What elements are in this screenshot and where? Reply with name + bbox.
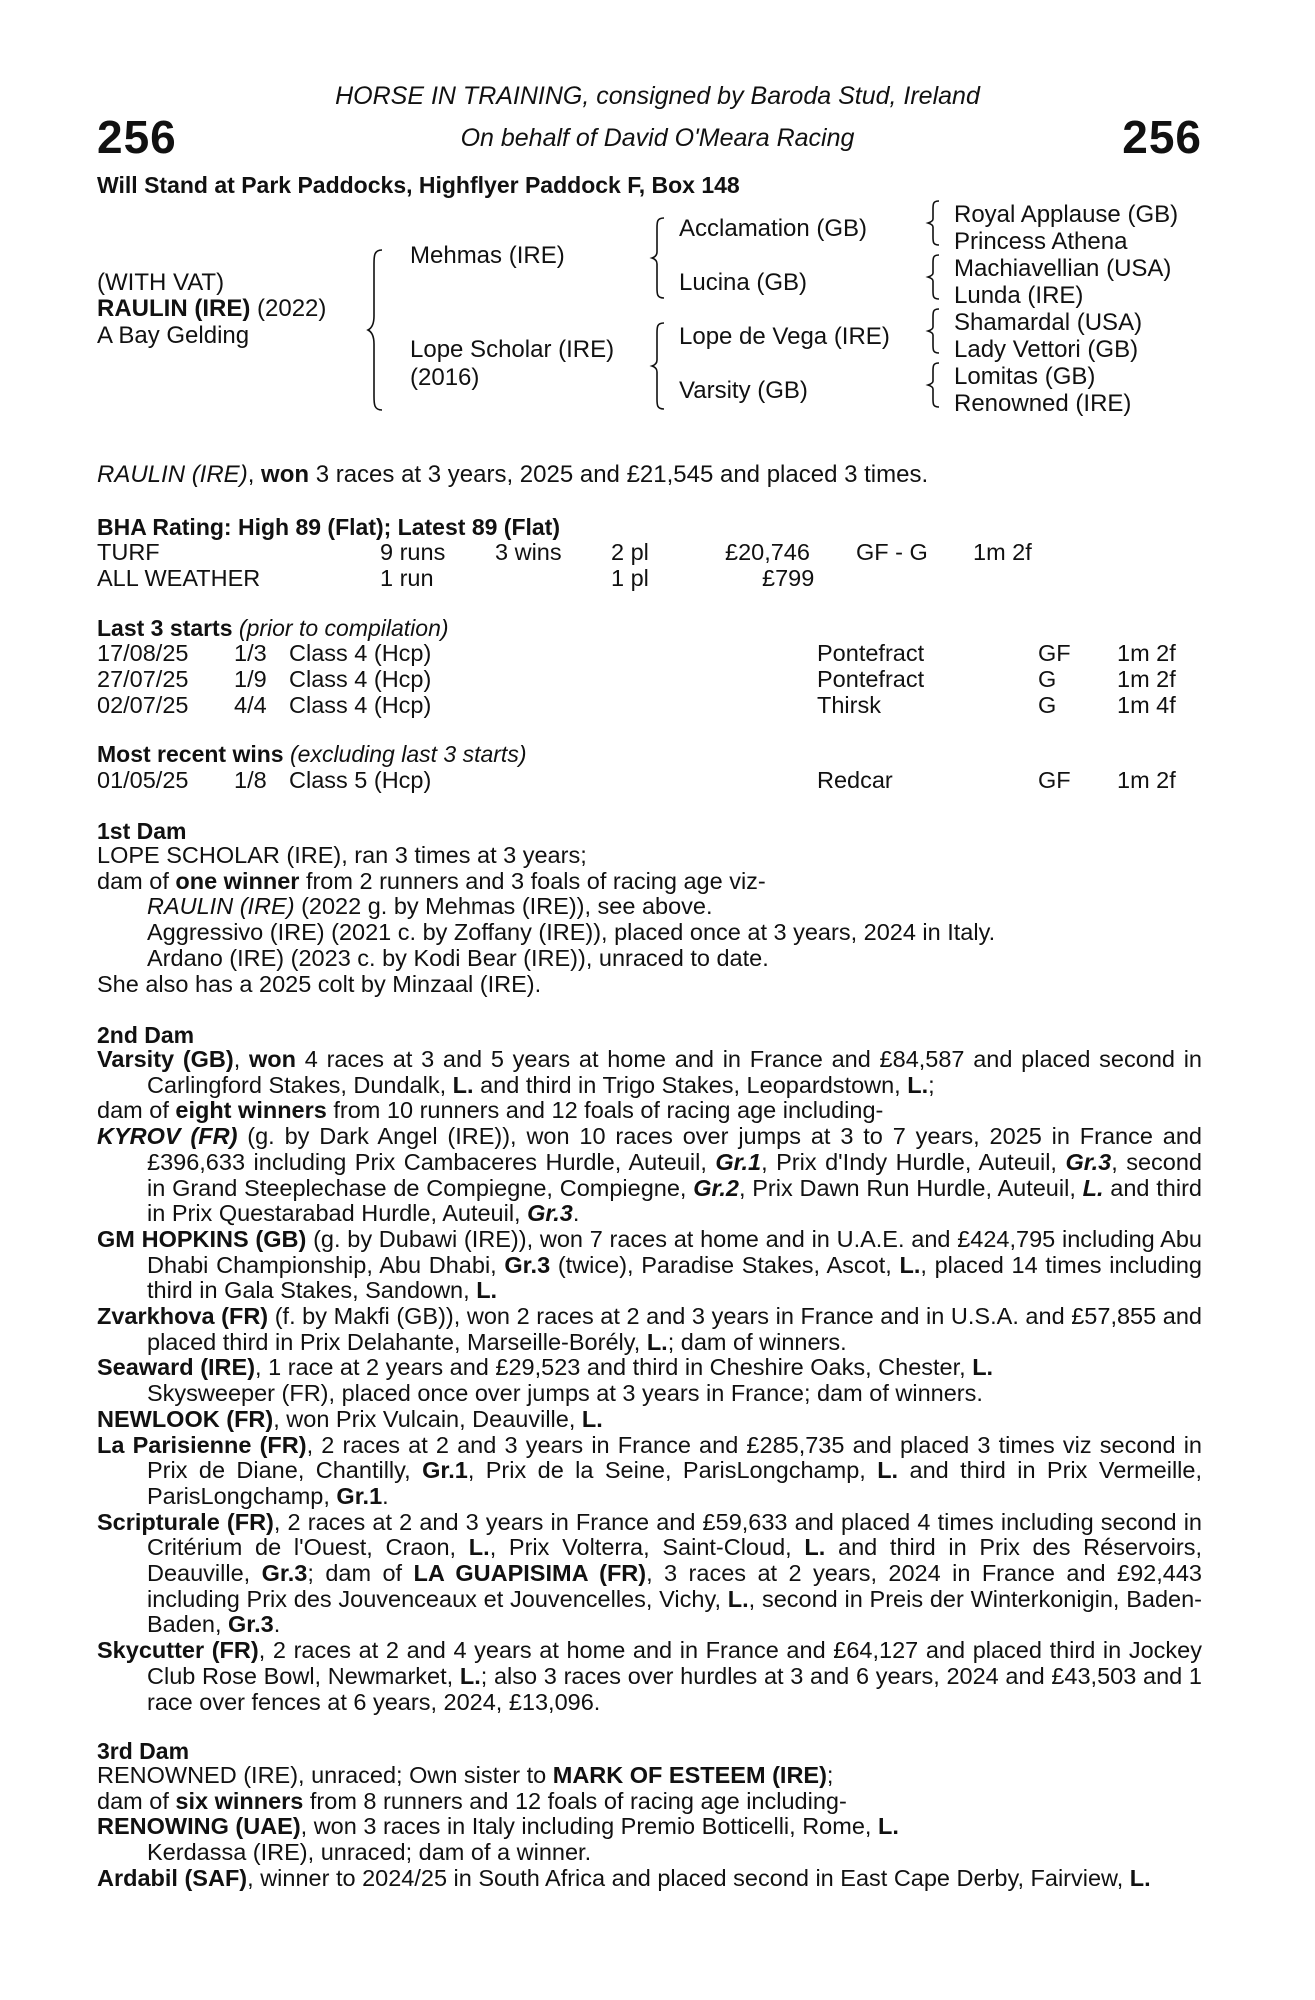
great-grandparent-3: Machiavellian (USA) [954,255,1172,282]
dam: Lope Scholar (IRE) [410,336,615,363]
dam2-skysweeper: Skysweeper (FR), placed once over jumps at 3 years in France; dam of winners. [147,1380,983,1407]
race-summary: RAULIN (IRE), won 3 races at 3 years, 2025 and £21,545 and placed 3 times. [97,461,929,488]
dam2-scripturale: Scripturale (FR), 2 races at 2 and 3 years in France and £59,633 and placed 4 times including second in Critérium de l'Ouest, Craon, L., Prix Volterra, Saint-Cloud, L. and third in Prix des Réservoirs, Deauville, Gr.3; dam of LA GUAPISIMA (FR), 3 races at 2 years, 2024 in France and £92,443 including Prix des Jouvenceaux et Jouvencelles, Vichy, L., second in Preis der Winterkonigin, Baden-Baden, Gr.3. [97,1508,1203,1638]
dam3-section: RENOWNED (IRE), unraced; Own sister to MARK OF ESTEEM (IRE); dam of six winners from 8 runners and 12 foals of racing age including- RENOWING (UAE), won 3 races in Italy including Premio Botticelli, Rome, L. Kerdassa (IRE), unraced; dam of a winner. Ardabil (SAF), winner to 2024/25 in South Africa and placed second in East Cape Derby, Fairview, L. [97,1763,1202,1892]
brace-gs1 [928,201,942,245]
lot-number-right: 256 [1122,111,1202,163]
dam2-newlook: NEWLOOK (FR), won Prix Vulcain, Deauville, L. [97,1405,603,1432]
stand-location: Will Stand at Park Paddocks, Highflyer Paddock F, Box 148 [97,172,740,198]
header-behalf: On behalf of David O'Meara Racing [460,124,855,152]
grandparent-1: Acclamation (GB) [679,215,868,242]
great-grandparent-1: Royal Applause (GB) [954,201,1179,228]
last3-title: Last 3 starts (prior to compilation) [97,615,449,641]
dam2-gm-hopkins: GM HOPKINS (GB) (g. by Dubawi (IRE)), won 7 races at home and in U.A.E. and £424,795 including Abu Dhabi Championship, Abu Dhabi, Gr.3 (twice), Paradise Stakes, Ascot, L., placed 14 times including third in Gala Stakes, Sandown, L. [97,1225,1202,1304]
lot-number-left: 256 [97,111,177,163]
dam3-renowing: RENOWING (UAE), won 3 races in Italy including Premio Botticelli, Rome, L. [97,1813,899,1840]
dam2-title: 2nd Dam [97,1022,195,1048]
grandparent-3: Lope de Vega (IRE) [679,323,890,350]
horse-title [97,296,326,322]
dam1-section: LOPE SCHOLAR (IRE), ran 3 times at 3 years; dam of one winner from 2 runners and 3 foals of racing age viz- RAULIN (IRE) (2022 g. by Mehmas (IRE)), see above. Aggressivo (IRE) (2021 c. by Zoffany (IRE)), placed once at 3 years, 2024 in Italy. Ardano (IRE) (2023 c. by Kodi Bear (IRE)), unraced to date. She also has a 2025 colt by Minzaal (IRE). [97,842,996,997]
dam2-skycutter: Skycutter (FR), 2 races at 2 and 4 years at home and in France and £64,127 and placed third in Jockey Club Rose Bowl, Newmarket, L.; also 3 races over hurdles at 3 and 6 years, 2024 and £43,503 and 1 race over fences at 6 years, 2024, £13,096. [97,1637,1202,1715]
great-grandparent-5: Shamardal (USA) [954,309,1143,336]
horse-name: RAULIN (IRE) [97,295,251,322]
grandparent-4: Varsity (GB) [679,377,808,404]
vat-note: (WITH VAT) [97,269,225,296]
brace-dam [652,323,668,409]
great-grandparent-6: Lady Vettori (GB) [954,336,1139,363]
dam2-section: Varsity (GB), won 4 races at 3 and 5 years at home and in France and £84,587 and placed second in Carlingford Stakes, Dundalk, L. and third in Trigo Stakes, Leopardstown, L.; dam of eight winners from 10 runners and 12 foals of racing age including- KYROV (FR) (g. by Dark Angel (IRE)), won 10 races over jumps at 3 to 7 years, 2025 in France and £396,633 including Prix Cambaceres Hurdle, Auteuil, Gr.1, Prix d'Indy Hurdle, Auteuil, Gr.3, second in Grand Steeplechase de Compiegne, Compiegne, Gr.2, Prix Dawn Run Hurdle, Auteuil, L. and third in Prix Questarabad Hurdle, Auteuil, Gr.3. GM HOPKINS (GB) (g. by Dubawi (IRE)), won 7 races at home and in U.A.E. and £424,795 including Abu Dhabi Championship, Abu Dhabi, Gr.3 (twice), Paradise Stakes, Ascot, L., placed 14 times including third in Gala Stakes, Sandown, L. Zvarkhova (FR) (f. by Makfi (GB)), won 2 races at 2 and 3 years in France and in U.S.A. and £57,855 and placed third in Prix Delahante, Marseille-Borély, L.; dam of winners. Seaward (IRE), 1 race at 2 years and £29,523 and third in Cheshire Oaks, Chester, L. Skysweeper (FR), placed once over jumps at 3 years in France; dam of winners. NEWLOOK (FR), won Prix Vulcain, Deauville, L. La Parisienne (FR), 2 races at 2 and 3 years in France and £285,735 and placed 3 times viz second in Prix de Diane, Chantilly, Gr.1, Prix de la Seine, ParisLongchamp, L. and third in Prix Vermeille, ParisLongchamp, Gr.1. Scripturale (FR), 2 races at 2 and 3 years in France and £59,633 and placed 4 times including second in Critérium de l'Ouest, Craon, L., Prix Volterra, Saint-Cloud, L. and third in Prix des Réservoirs, Deauville, Gr.3; dam of LA GUAPISIMA (FR), 3 races at 2 years, 2024 in France and £92,443 including Prix des Jouvenceaux et Jouvencelles, Vichy, L., second in Preis der Winterkonigin, Baden-Baden, Gr.3. Skycutter (FR), 2 races at 2 and 4 years at home and in France and £64,127 and placed third in Jockey Club Rose Bowl, Newmarket, L.; also 3 races over hurdles at 3 and 6 years, 2024 and £43,503 and 1 race over fences at 6 years, 2024, £13,096. [97,1046,1203,1715]
brace-sire [652,218,668,298]
great-grandparent-2: Princess Athena [954,228,1128,255]
dam2-varsity: Varsity (GB), won 4 races at 3 and 5 years at home and in France and £84,587 and placed second in Carlingford Stakes, Dundalk, L. and third in Trigo Stakes, Leopardstown, L.; [97,1046,1202,1098]
great-grandparent-8: Renowned (IRE) [954,390,1132,417]
header-consignor: HORSE IN TRAINING, consigned by Baroda Stud, Ireland [335,82,980,110]
recent-title: Most recent wins (excluding last 3 starts) [97,741,527,767]
dam3-title: 3rd Dam [97,1738,190,1764]
dam3-kerdassa: Kerdassa (IRE), unraced; dam of a winner. [147,1839,592,1866]
dam2-zvarkhova: Zvarkhova (FR) (f. by Makfi (GB)), won 2 races at 2 and 3 years in France and in U.S.A. and £57,855 and placed third in Prix Delahante, Marseille-Borély, L.; dam of winners. [97,1303,1202,1355]
great-grandparent-4: Lunda (IRE) [954,282,1084,309]
brace-horse [368,250,388,410]
horse-year: (2022) [257,295,327,322]
brace-gs3 [928,309,942,353]
horse-desc: A Bay Gelding [97,322,250,349]
brace-gs2 [928,255,942,299]
dam2-seaward: Seaward (IRE), 1 race at 2 years and £29,523 and third in Cheshire Oaks, Chester, L. [97,1354,994,1381]
great-grandparent-7: Lomitas (GB) [954,363,1096,390]
dam3-ardabil: Ardabil (SAF), winner to 2024/25 in South Africa and placed second in East Cape Derby, Fairview, L. [97,1864,1151,1891]
dam1-title: 1st Dam [97,818,187,844]
dam2-la-parisienne: La Parisienne (FR), 2 races at 2 and 3 years in France and £285,735 and placed 3 times viz second in Prix de Diane, Chantilly, Gr.1, Prix de la Seine, ParisLongchamp, L. and third in Prix Vermeille, ParisLongchamp, Gr.1. [97,1431,1203,1509]
rating-title: BHA Rating: High 89 (Flat); Latest 89 (Flat) [97,514,560,540]
sire: Mehmas (IRE) [410,242,565,269]
grandparent-2: Lucina (GB) [679,269,808,296]
dam2-kyrov: KYROV (FR) (g. by Dark Angel (IRE)), won 10 races over jumps at 3 to 7 years, 2025 in France and £396,633 including Prix Cambaceres Hurdle, Auteuil, Gr.1, Prix d'Indy Hurdle, Auteuil, Gr.3, second in Grand Steeplechase de Compiegne, Compiegne, Gr.2, Prix Dawn Run Hurdle, Auteuil, L. and third in Prix Questarabad Hurdle, Auteuil, Gr.3. [97,1123,1203,1227]
brace-gs4 [928,363,942,407]
dam-year: (2016) [410,364,480,391]
